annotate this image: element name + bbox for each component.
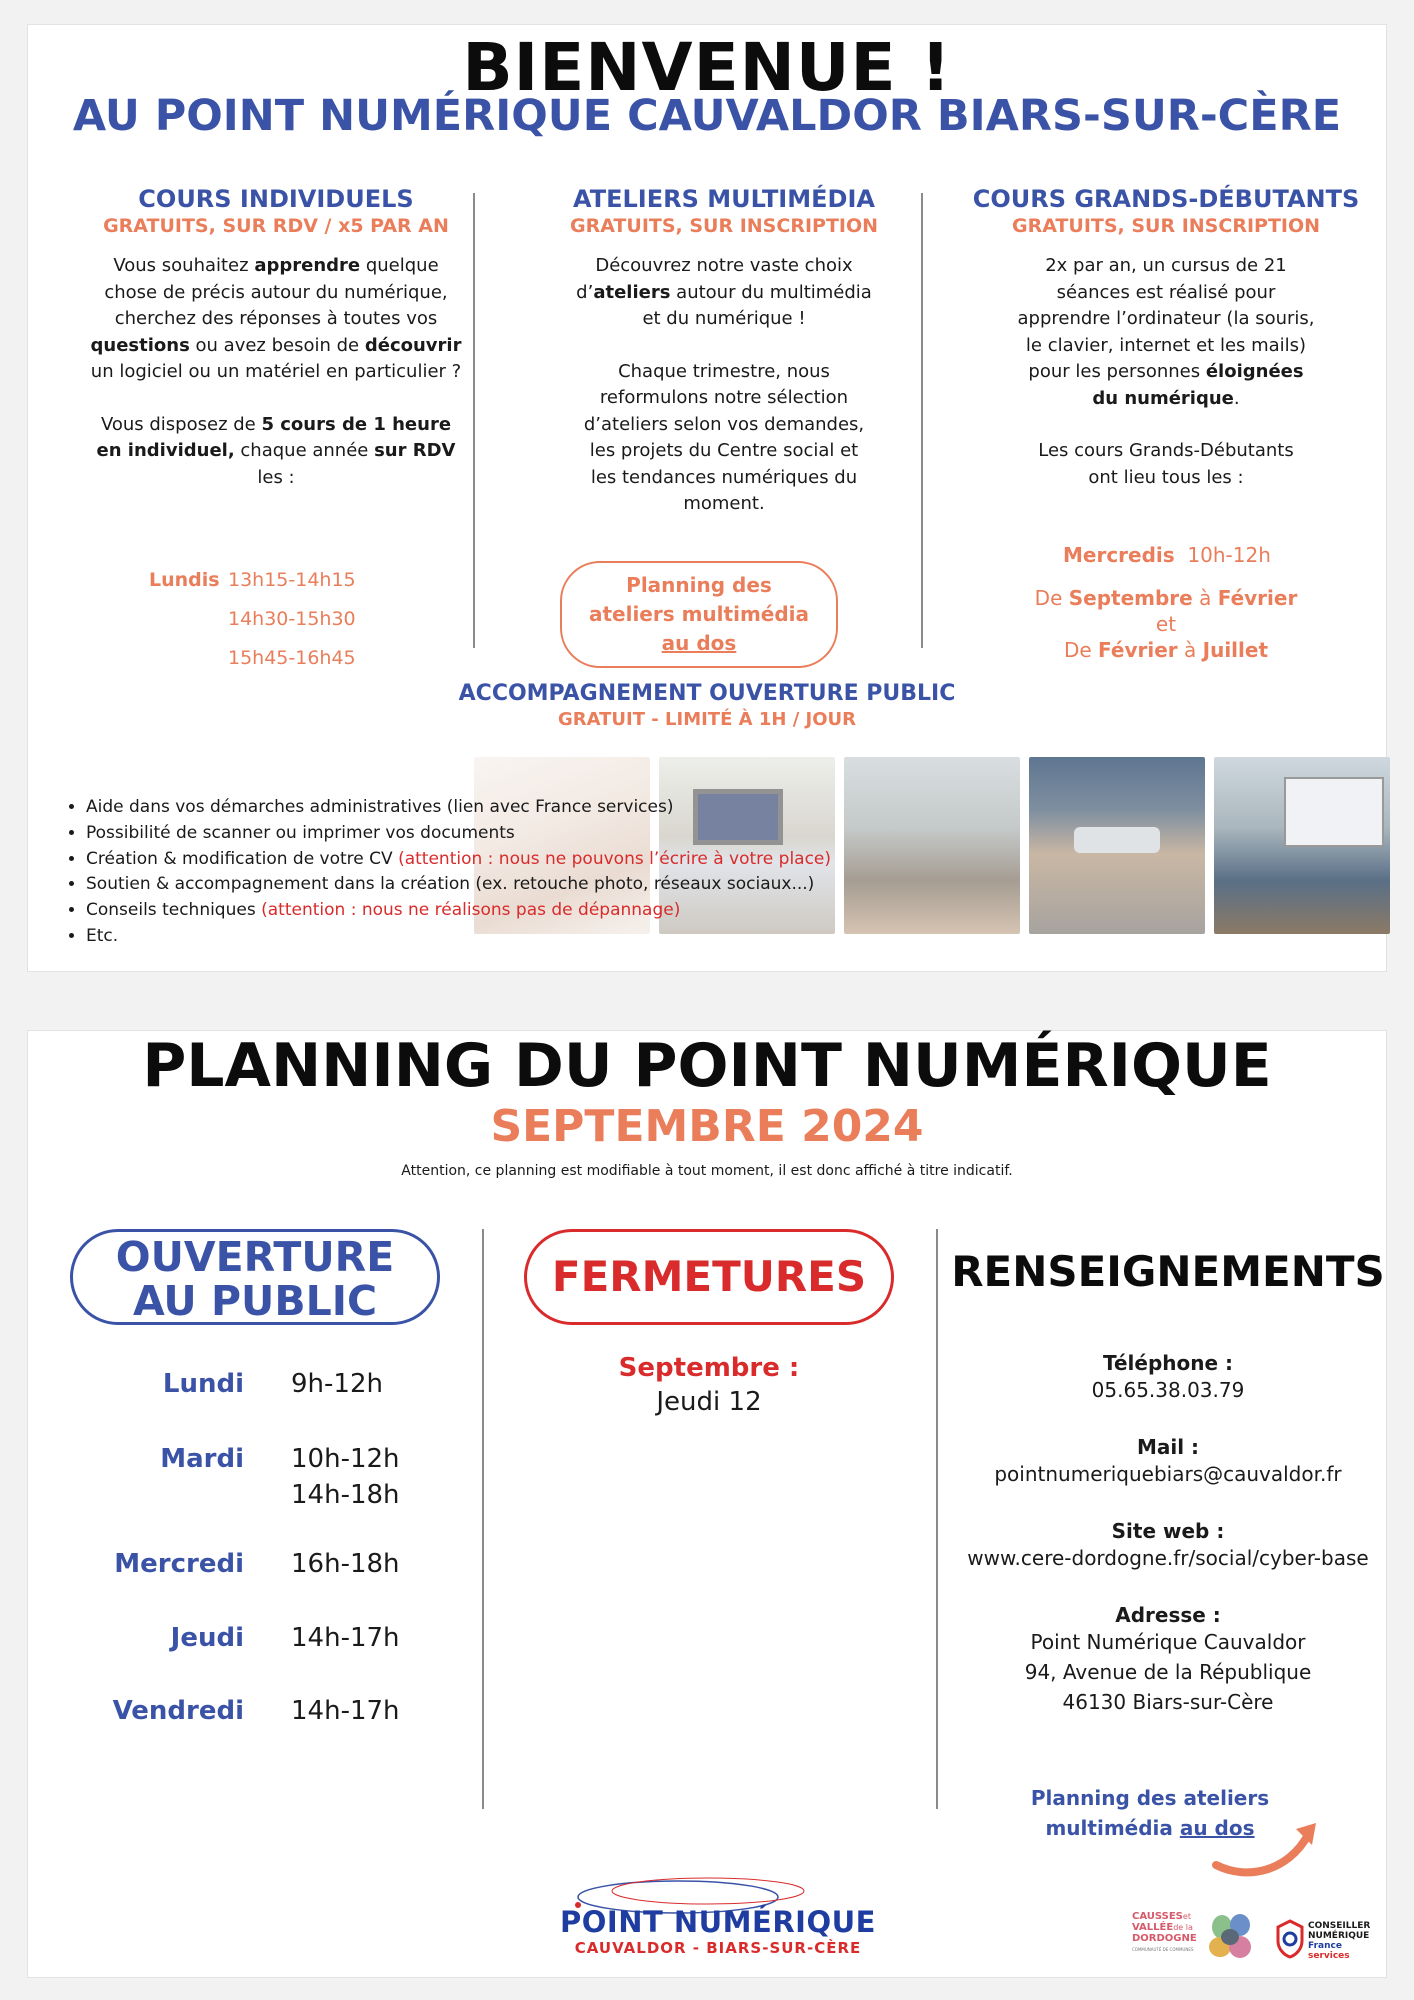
grands-debutants-intro: 2x par an, un cursus de 21 séances est réalisé pour apprendre l’ordinateur (la souris, le clavier, internet et les mails) pour les personnes éloignées du numérique. bbox=[1017, 255, 1315, 409]
planning-title: PLANNING DU POINT NUMÉRIQUE bbox=[142, 1031, 1272, 1101]
cours-individuels-title: COURS INDIVIDUELS bbox=[138, 185, 414, 213]
causses-flower-icon bbox=[1206, 1911, 1256, 1967]
accompagnement-title: ACCOMPAGNEMENT OUVERTURE PUBLIC bbox=[458, 681, 956, 706]
web-label: Site web : bbox=[1111, 1519, 1225, 1543]
list-item: • Conseils techniques (attention : nous ne réalisons pas de dépannage) bbox=[86, 898, 831, 924]
list-item: • Etc. bbox=[86, 924, 831, 950]
tel-value[interactable]: 05.65.38.03.79 bbox=[1091, 1378, 1245, 1402]
fermeture-month: Septembre : bbox=[618, 1353, 800, 1383]
accompagnement-subtitle: GRATUIT - LIMITÉ À 1H / JOUR bbox=[557, 709, 857, 730]
list-item: • Soutien & accompagnement dans la création (ex. retouche photo, réseaux sociaux...) bbox=[86, 872, 831, 898]
logo-title: POINT NUMÉRIQUE bbox=[560, 1905, 876, 1939]
cours-individuels-intro: Vous souhaitez apprendre quelque chose de précis autour du numérique, cherchez des réponses à toutes vos questions ou avez besoin de découvrir un logiciel ou un matériel en particulier ? bbox=[90, 255, 462, 382]
conseiller-logo-text: CONSEILLER NUMÉRIQUE France services bbox=[1308, 1921, 1371, 1961]
slot-2: 14h30-15h30 bbox=[228, 608, 356, 630]
accompagnement-list bbox=[58, 795, 831, 950]
renseignements-info bbox=[948, 1351, 1388, 1717]
ateliers-subtitle: GRATUITS, SUR INSCRIPTION bbox=[569, 215, 879, 237]
fermetures-heading: FERMETURES bbox=[524, 1229, 894, 1325]
cours-individuels-column bbox=[66, 185, 486, 491]
column-divider bbox=[473, 193, 475, 648]
planning-ateliers-link[interactable]: Planning des ateliers multimédia au dos bbox=[1030, 1786, 1270, 1840]
photo-3d-glasses bbox=[1074, 827, 1160, 853]
photo-workshop-4 bbox=[1029, 757, 1205, 934]
ouverture-heading: OUVERTURE AU PUBLIC bbox=[70, 1229, 440, 1325]
conseiller-shield-icon bbox=[1276, 1919, 1304, 1959]
renseignements-heading: RENSEIGNEMENTS bbox=[951, 1247, 1385, 1296]
addr-line-2: 94, Avenue de la République bbox=[1024, 1660, 1312, 1684]
grands-debutants-title: COURS GRANDS-DÉBUTANTS bbox=[972, 185, 1360, 213]
list-item: • Création & modification de votre CV (attention : nous ne pouvons l’écrire à votre place) bbox=[86, 847, 831, 873]
addr-line-3: 46130 Biars-sur-Cère bbox=[1062, 1690, 1274, 1714]
list-item: • Aide dans vos démarches administratives (lien avec France services) bbox=[86, 795, 831, 821]
web-value[interactable]: www.cere-dordogne.fr/social/cyber-base bbox=[967, 1546, 1369, 1570]
grands-debutants-column bbox=[956, 185, 1376, 491]
column-divider bbox=[936, 1229, 938, 1809]
column-divider bbox=[482, 1229, 484, 1809]
logo-subtitle: CAUVALDOR - BIARS-SUR-CÈRE bbox=[574, 1939, 862, 1957]
point-numerique-logo bbox=[548, 1871, 908, 1971]
fermetures-details bbox=[524, 1351, 894, 1419]
addr-line-1: Point Numérique Cauvaldor bbox=[1030, 1630, 1306, 1654]
photo-workshop-5 bbox=[1214, 757, 1390, 934]
causses-logo-text: CAUSSESet VALLÉEde la DORDOGNE COMMUNAUTÉ DE COMMUNES bbox=[1132, 1911, 1197, 1952]
ateliers-details: Chaque trimestre, nous reformulons notre sélection d’ateliers selon vos demandes, les projets du Centre social et les tendances numériques du moment. bbox=[583, 360, 865, 514]
welcome-panel bbox=[27, 24, 1387, 972]
list-item: • Possibilité de scanner ou imprimer vos documents bbox=[86, 821, 831, 847]
column-divider bbox=[921, 193, 923, 648]
mercredis-schedule: Mercredis 10h-12h bbox=[1063, 543, 1271, 567]
welcome-title: BIENVENUE ! bbox=[462, 29, 952, 106]
arrow-icon bbox=[1208, 1801, 1328, 1881]
photo-projection bbox=[1284, 777, 1384, 847]
slot-1: 13h15-14h15 bbox=[228, 569, 356, 591]
planning-ateliers-button[interactable]: Planning des ateliers multimédia au dos bbox=[560, 561, 838, 668]
photo-workshop-3 bbox=[844, 757, 1020, 934]
addr-label: Adresse : bbox=[1115, 1603, 1221, 1627]
planning-disclaimer: Attention, ce planning est modifiable à tout moment, il est donc affiché à titre indicatif. bbox=[401, 1163, 1013, 1179]
grands-debutants-subtitle: GRATUITS, SUR INSCRIPTION bbox=[1011, 215, 1321, 237]
mail-label: Mail : bbox=[1136, 1435, 1200, 1459]
slot-3: 15h45-16h45 bbox=[228, 647, 356, 669]
mail-value[interactable]: pointnumeriquebiars@cauvaldor.fr bbox=[994, 1462, 1342, 1486]
tel-label: Téléphone : bbox=[1102, 1351, 1234, 1375]
cours-individuels-details: Vous disposez de 5 cours de 1 heure en individuel, chaque année sur RDV les : bbox=[96, 413, 456, 488]
planning-month: SEPTEMBRE 2024 bbox=[490, 1101, 924, 1152]
lundis-label: Lundis bbox=[149, 569, 220, 591]
ateliers-intro: Découvrez notre vaste choix d’ateliers autour du multimédia et du numérique ! bbox=[576, 255, 872, 329]
planning-panel: PLANNING DU POINT NUMÉRIQUE SEPTEMBRE 2024 Attention, ce planning est modifiable à tout moment, il est donc affiché à titre indicatif. OUVERTURE AU PUBLIC Lundi 9h-12h Mardi 10h-12h 14h-18h Mercredi 16h-18h Jeudi 14h-17h Vendredi 14h-17h FERMETURES Septembre : Jeudi 12 RENSEIGNEMENTS Téléphone : 05.65.38.03.79 Mail : pointnumeriquebiars@cauvaldor.fr Site web : www.cere-dordogne.fr/social/cyber-base Adresse : Point Numérique Cauvaldor 94, Avenue de la République 46130 Biars-sur-Cère Planning des ateliers multimédia au dos POINT NUMÉRIQUE CAUVALDOR - BIARS-SUR-CÈRE CAUSSESet VALLÉEde la DORDOGNE COMMUNAUTÉ DE COMMUNES CONSEILLER NUMÉRIQUE France services bbox=[27, 1030, 1387, 1978]
ateliers-title: ATELIERS MULTIMÉDIA bbox=[573, 185, 875, 213]
conseiller-numerique-logo bbox=[1276, 1919, 1386, 1969]
grands-debutants-details: Les cours Grands-Débutants ont lieu tous les : bbox=[1038, 440, 1294, 488]
fermeture-day: Jeudi 12 bbox=[656, 1387, 762, 1417]
grands-debutants-periods: De Septembre à Février et De Février à Juillet bbox=[1034, 586, 1298, 662]
welcome-subtitle: AU POINT NUMÉRIQUE CAUVALDOR BIARS-SUR-CÈRE bbox=[72, 91, 1342, 141]
cours-individuels-subtitle: GRATUITS, SUR RDV / x5 PAR AN bbox=[103, 215, 449, 237]
ateliers-column bbox=[514, 185, 934, 518]
causses-vallee-logo bbox=[1132, 1911, 1252, 1967]
